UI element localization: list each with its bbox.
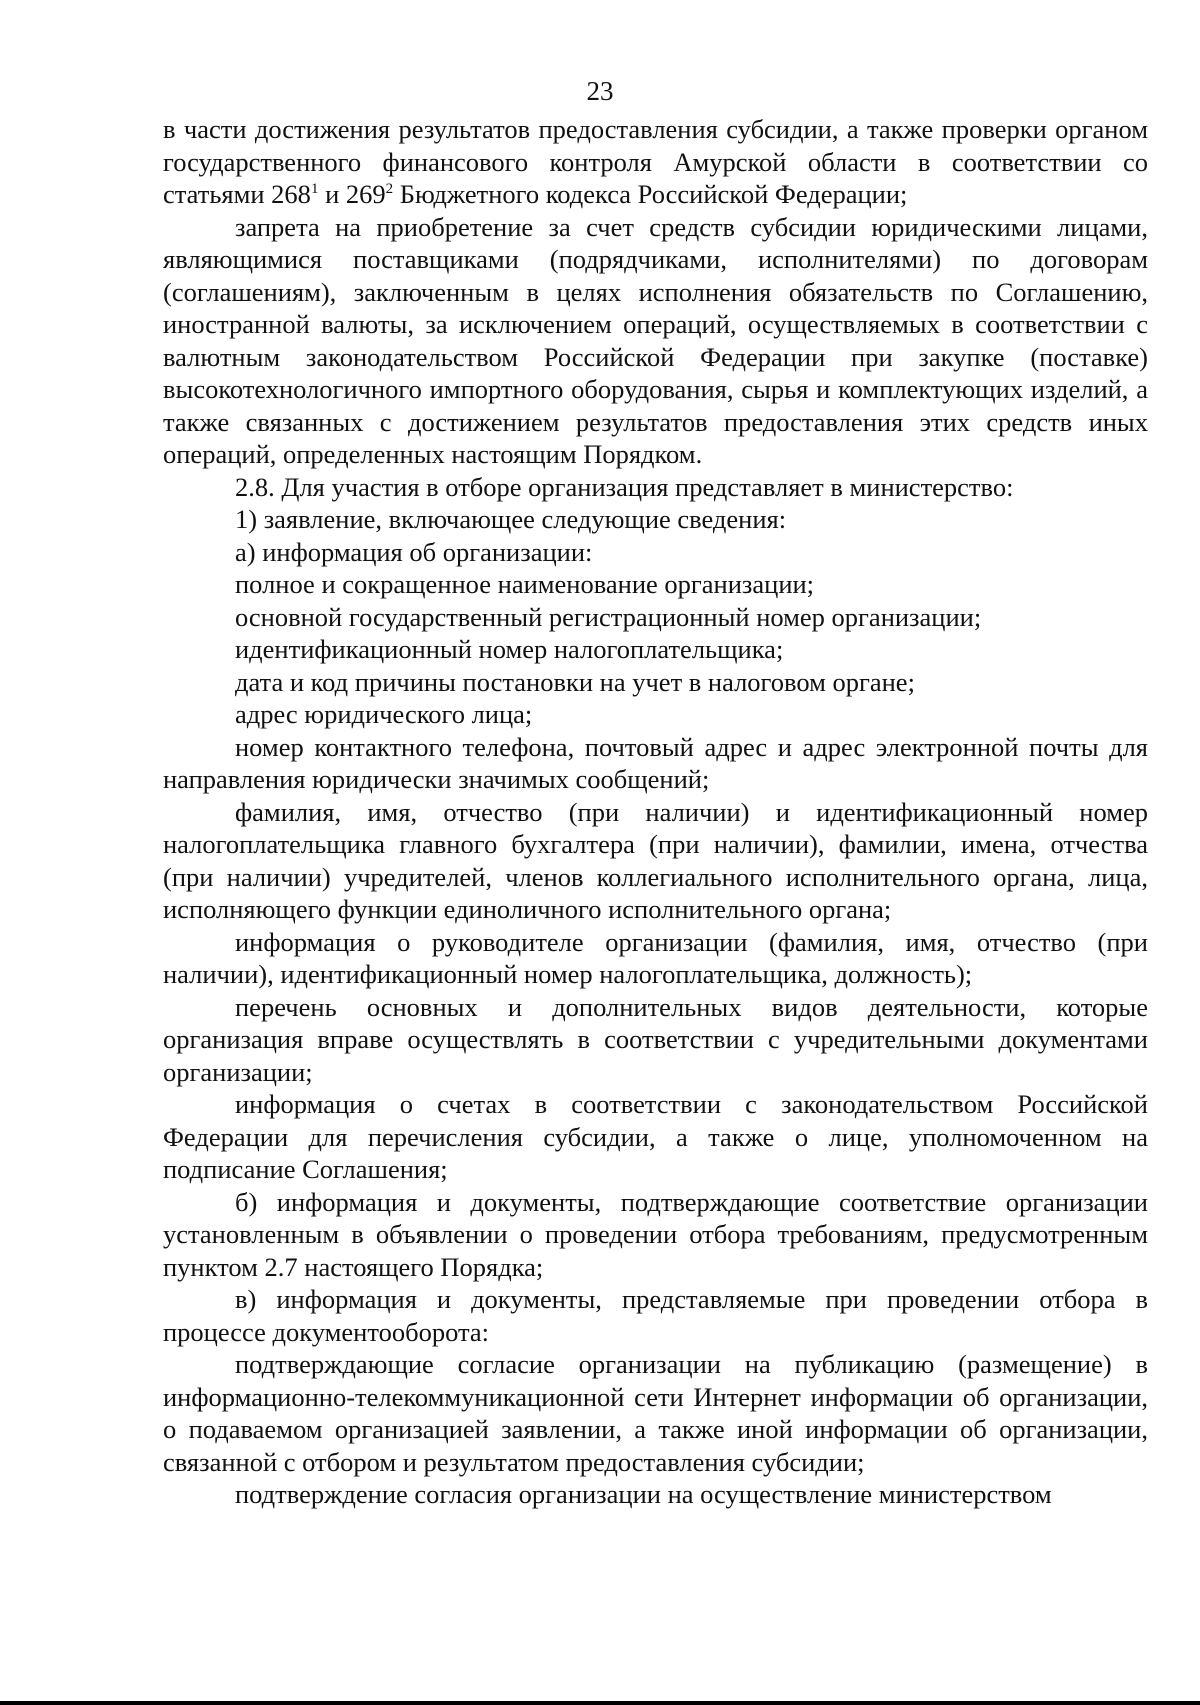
page-number: 23 <box>586 76 614 106</box>
paragraph-14: перечень основных и дополнительных видов деятельности, которые организация вправе осуществлять в соответствии с учредительными документами организации; <box>163 991 1148 1087</box>
paragraph-16: б) информация и документы, подтверждающие соответствие организации установленным в объявлении о проведении отбора требованиям, предусмотренным пунктом 2.7 настоящего Порядка; <box>163 1186 1148 1282</box>
paragraph-1-text-c: Бюджетного кодекса Российской Федерации; <box>393 179 908 209</box>
paragraph-11: номер контактного телефона, почтовый адрес и адрес электронной почты для направления юридически значимых сообщений; <box>163 731 1148 794</box>
paragraph-17: в) информация и документы, представляемые при проведении отбора в процессе документооборота: <box>163 1284 1148 1347</box>
paragraph-3: 2.8. Для участия в отборе организация представляет в министерство: <box>235 471 1014 502</box>
footnote-superscript-1: 1 <box>310 181 319 197</box>
paragraph-1 <box>163 113 1148 211</box>
paragraph-12: фамилия, имя, отчество (при наличии) и идентификационный номер налогоплательщика главного бухгалтера (при наличии), фамилии, имена, отчества (при наличии) учредителей, членов коллегиального исполнительного органа, лица, исполняющего функции единоличного исполнительного органа; <box>163 796 1148 924</box>
paragraph-7: основной государственный регистрационный номер организации; <box>235 601 982 632</box>
paragraph-8: идентификационный номер налогоплательщика; <box>235 634 784 664</box>
paragraph-9: дата и код причины постановки на учет в налоговом органе; <box>235 666 915 697</box>
scan-bottom-border <box>0 1701 1200 1705</box>
paragraph-13: информация о руководителе организации (фамилия, имя, отчество (при наличии), идентификационный номер налогоплательщика, должность); <box>163 926 1148 989</box>
paragraph-5: а) информация об организации: <box>235 536 593 567</box>
paragraph-15: информация о счетах в соответствии с законодательством Российской Федерации для перечисления субсидии, а также о лице, уполномоченном на подписание Соглашения; <box>163 1089 1148 1184</box>
paragraph-2: запрета на приобретение за счет средств субсидии юридическими лицами, являющимися поставщиками (подрядчиками, исполнителями) по договорам (соглашениям), заключенным в целях исполнения обязательств по Соглашению, иностранной валюты, за исключением операций, осуществляемых в соответствии с валютным законодательством Российской Федерации при закупке (поставке) высокотехнологичного импортного оборудования, сырья и комплектующих изделий, а также связанных с достижением результатов предоставления этих средств иных операций, определенных настоящим Порядком. <box>163 211 1148 469</box>
paragraph-10: адрес юридического лица; <box>235 699 533 729</box>
paragraph-6: полное и сокращенное наименование организации; <box>235 569 815 599</box>
document-body <box>163 113 1148 1511</box>
footnote-superscript-2: 2 <box>385 181 394 197</box>
paragraph-1-text-b: и 269 <box>318 179 386 209</box>
paragraph-4: 1) заявление, включающее следующие сведения: <box>235 504 787 534</box>
paragraph-18: подтверждающие согласие организации на публикацию (размещение) в информационно-телекоммуникационной сети Интернет информации об организации, о подаваемом организацией заявлении, а также иной информации об организации, связанной с отбором и результатом предоставления субсидии; <box>163 1349 1148 1477</box>
paragraph-1-text-a: в части достижения результатов предоставления субсидии, а также проверки органом государственного финансового контроля Амурской области в соответствии со статьями 268 <box>163 114 1148 209</box>
paragraph-19: подтверждение согласия организации на осуществление министерством <box>235 1479 1052 1509</box>
